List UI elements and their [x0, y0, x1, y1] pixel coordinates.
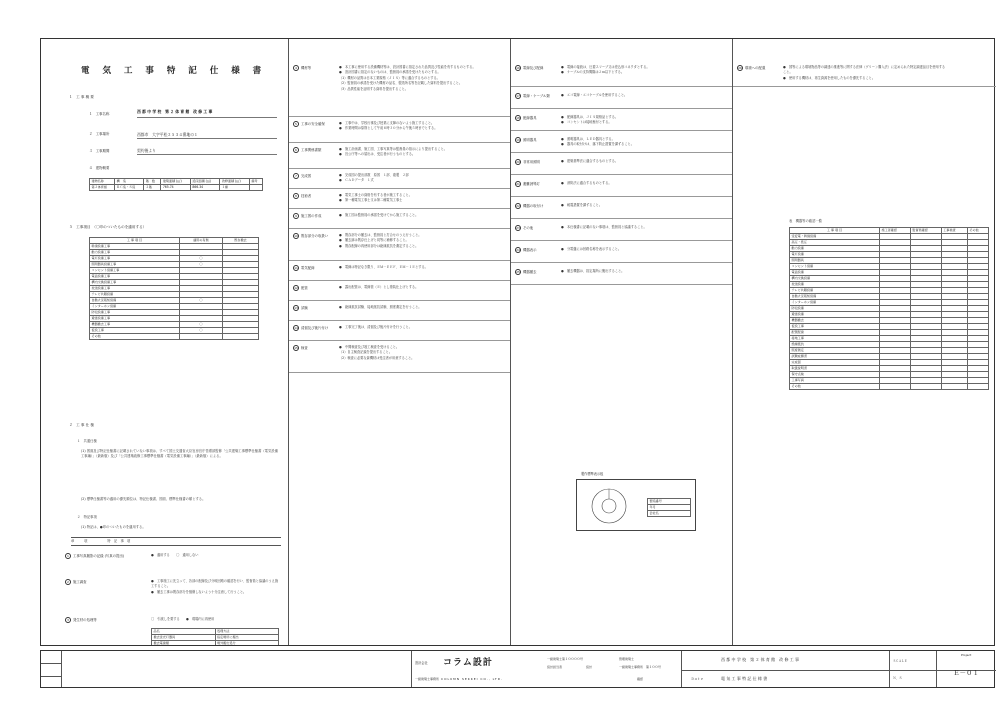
item-number: 4	[293, 65, 299, 71]
item-number: 22	[516, 204, 520, 208]
check-item: 取扱説明書	[790, 366, 880, 372]
table-cell: 撤去電線類	[152, 641, 216, 646]
table-header: 延床面積 (㎡)	[190, 179, 220, 185]
item-number: 9	[293, 213, 299, 219]
check-item: 構内交換設備	[790, 276, 880, 282]
section-heading-items: ５ 工事項目 （〇印のついたものを適用する）	[69, 225, 147, 229]
table-cell: 765.74	[161, 185, 191, 191]
work-item-name: テレビ共聴設備	[90, 292, 180, 298]
work-item-name: 機器撤去工事	[90, 322, 180, 328]
item-body: ● 配線器具は、ＪＩＳ規格品とする。 ● コンセントは接地極付とする。	[561, 115, 618, 125]
checker-label: 管理建築士	[619, 657, 635, 661]
item-body: ● 消防法に適合するものとする。	[561, 181, 612, 185]
item-heading: 完成図	[301, 174, 312, 178]
item-heading: 工事の安全確保	[301, 122, 325, 126]
note-heading: 施工調査	[73, 580, 87, 584]
item-number: 15	[294, 346, 298, 350]
item-body: ● 電線の接続は、圧着スリーブ又は差込形コネクタとする。 ● ケーブルの支持間隔は２ｍ以下とする。	[561, 65, 650, 75]
item-heading: 施工図の作成	[301, 214, 322, 218]
item-number: 18	[516, 116, 520, 120]
item-number: 16	[516, 66, 520, 70]
drawing-sheet	[40, 38, 995, 646]
item-heading: 機器の取付け	[523, 204, 544, 208]
work-item-mark: 〇	[180, 298, 223, 304]
item-heading: 非常用照明	[523, 160, 540, 164]
work-item-name: インターホン設備	[90, 304, 180, 310]
column-spec-a	[289, 39, 511, 645]
check-item: 自動火災報知設備	[790, 294, 880, 300]
item-body: ● 完成図の提出部数 原図 １部、複製 ２部 ● ＣＡＤデータ １式	[339, 173, 409, 183]
item-number: 13	[294, 306, 298, 310]
item-body: ● 工事中は、学校行事及び授業に支障のないよう施工すること。 ● 作業時間は原則として午前８時３０分から午後５時までとする。	[339, 121, 438, 131]
check-item: 機器撤去	[790, 318, 880, 324]
check-item: 照明器具	[790, 258, 880, 264]
scale-label: ＳＣＡＬＥ	[893, 659, 907, 663]
work-item-name: 自動火災報知設備	[90, 298, 180, 304]
item-number: 24	[516, 248, 520, 252]
drawing-number: Ｅ－０１	[953, 669, 979, 677]
work-item-removal	[222, 334, 258, 340]
table-header: 階 数	[144, 179, 161, 185]
item-heading: 機器表示	[523, 248, 537, 252]
item-body: ● 露出配管は、電線管（Ｅ）とし塗装仕上げとする。	[339, 285, 419, 289]
item-body: ● 照明器具は、ＬＥＤ器具とする。 ● 器具の取付けは、落下防止措置を講ずること。	[561, 137, 634, 147]
item-number: 12	[294, 286, 298, 290]
table-cell: 第２体育館	[90, 185, 115, 191]
note-number: 3	[65, 617, 71, 623]
drawing-title: 電 気 工 事 特 記 仕 様 書	[721, 676, 768, 681]
table-header: 備考	[249, 179, 262, 185]
table-cell: 866.34	[190, 185, 220, 191]
item-body: ● 中間検査及び竣工検査を受けること。 （1）自主検査記録を提出すること。 （2）検査に必要な資機材は受注者が用意すること。	[339, 345, 415, 360]
work-item-name: 幹線設備工事	[90, 244, 180, 250]
spec-paragraph: (1) 特記は、●印のついたものを適用する。	[81, 525, 146, 529]
item-body: ● 絶縁抵抗試験、接地抵抗試験、照度測定を行うこと。	[339, 305, 422, 309]
item-number: 26	[738, 66, 742, 70]
company-english: COLUMN SEKKEI CO., LTD.	[441, 677, 503, 681]
item-body: ● エコ電線・エコケーブルを使用すること。	[561, 93, 628, 97]
item-heading: 技術者	[301, 194, 312, 198]
item-number: 25	[516, 270, 520, 274]
work-item-name: 放送設備工事	[90, 286, 180, 292]
checklist-table	[789, 227, 989, 390]
table-cell	[249, 185, 262, 191]
work-item-name: その他	[90, 334, 180, 340]
work-item-name: 防犯設備工事	[90, 310, 180, 316]
check-item: 照度測定	[790, 348, 880, 354]
item-heading: 電線及び配線	[523, 66, 544, 70]
license-number: 一級建築士第１００００号	[547, 657, 584, 661]
table-cell: ＲＣ造・Ｓ造	[115, 185, 144, 191]
column-spec-b	[511, 39, 733, 645]
note-number: 1	[65, 553, 71, 559]
work-item-name: 照明器具設備工事	[90, 262, 180, 268]
work-item-mark: 〇	[180, 328, 223, 334]
item-number: 23	[516, 226, 520, 230]
design-label: 設計	[586, 665, 593, 669]
check-item: 配管配線	[790, 330, 880, 336]
work-item-mark: 〇	[180, 256, 223, 262]
overview-value: 西 都 中 学 校 第 ２ 体 育 館 改 修 工 事	[137, 109, 213, 114]
overview-label: ４ 建物概要	[89, 166, 110, 170]
table-header: 構 造	[115, 179, 144, 185]
check-item: 完成図	[790, 360, 880, 366]
check-cell	[880, 384, 911, 390]
check-item: コンセント設備	[790, 264, 880, 270]
nameplate-table	[647, 498, 691, 517]
table-cell: 指定場所に搬出	[215, 635, 279, 641]
table-header: 工 事 項 目	[90, 238, 180, 244]
notes-header: 章 項 特 記 事 項	[71, 537, 281, 546]
item-body: ● 本仕様書に記載のない事項は、監督員と協議すること。	[561, 225, 647, 229]
check-item: インターホン設備	[790, 300, 880, 306]
item-heading: 機材等	[301, 66, 312, 70]
item-body: ● 電線は特記なき限り、ＥＭ－ＥＥＦ、ＥＭ－ＩＥとする。	[339, 265, 428, 269]
overview-label: ２ 工事場所	[89, 132, 110, 136]
column-general	[41, 39, 289, 645]
note-number: 2	[65, 579, 71, 585]
spec-subheading: １ 共通仕様	[77, 439, 97, 443]
date-label: Ｄａｔｅ	[691, 677, 704, 681]
check-item: 試験成績書	[790, 354, 880, 360]
item-heading: 電気配線	[301, 266, 315, 270]
check-item: 工事写真	[790, 378, 880, 384]
note-row	[61, 579, 286, 609]
item-body: ● 建築基準法に適合するものとする。	[561, 159, 618, 163]
item-heading: 環境への配慮	[745, 66, 766, 70]
work-item-mark: 〇	[180, 322, 223, 328]
table-header: 建物名称	[90, 179, 115, 185]
spec-paragraph: (1) 図面及び特記仕様書に記載されていない事項は、すべて国土交通省大臣官房官庁営繕部監修「公共建築工事標準仕様書（電気設備工事編）」（最新版）及び「公共建築改修工事標準仕様書（電気設備工事編）」（最新版）による。	[81, 449, 278, 459]
check-item: 防犯設備	[790, 306, 880, 312]
note-heading: 発生材の処理等	[73, 618, 97, 622]
item-number: 10	[294, 234, 298, 238]
item-body: ● 本工事に使用する設備機材等は、設計図書に指定された品質及び性能を有するものとする。 ● 設計図書に指定のないものは、監督員の承諾を受けたものとする。 （1）機材の品質は日本工業規格（ＪＩＳ）等に適合するものとする。 （2）監督員の承諾を受けた機材の品名、製造所名等を記載した資料を提出すること。 （3）品質性能を証明する資料を提出すること。	[339, 65, 476, 91]
item-heading: 試験	[301, 306, 308, 310]
check-item: 受変電・幹線設備	[790, 234, 880, 240]
building-table	[89, 178, 263, 191]
overview-label: １ 工事名称	[89, 112, 110, 116]
overview-value: 西都市 大字平松２５３４番地の１	[137, 132, 198, 137]
table-cell: 年月	[648, 505, 691, 511]
table-row	[90, 334, 259, 340]
table-cell: 場外搬出処分	[215, 641, 279, 646]
item-heading: 電線・ケーブル類	[523, 94, 550, 98]
item-heading: 検査	[301, 346, 308, 350]
spec-subheading: ２ 特記事項	[77, 515, 97, 519]
check-cell	[910, 384, 941, 390]
table-row	[790, 384, 989, 390]
item-body: ● 電気工事士の資格を有する者が施工すること。 ● 第一種電気工事士又は第二種電気工事士	[339, 193, 412, 203]
table-cell: １棟	[220, 185, 250, 191]
item-number: 8	[293, 193, 299, 199]
table-header: その他	[967, 228, 988, 234]
item-body: ● 耐震措置を講ずること。	[561, 203, 603, 207]
item-number: 5	[293, 121, 299, 127]
item-number: 20	[516, 160, 520, 164]
item-heading: 清掃及び後片付け	[301, 326, 329, 330]
check-item: 接地工事	[790, 336, 880, 342]
item-heading: 既存部分の取扱い	[301, 234, 329, 238]
note-row	[61, 553, 286, 573]
spec-paragraph: (2) 標準仕様書等の適用の優先順位は、特記仕様書、図面、標準仕様書の順とする。	[81, 497, 206, 501]
nameplate-title: 製作標準表示板	[581, 472, 604, 476]
note-body: 〇 引渡しを要する ● 現場内に再使用	[151, 617, 215, 621]
check-cell	[967, 384, 988, 390]
table-header: 処理方法	[215, 629, 279, 635]
work-item-mark: 〇	[180, 262, 223, 268]
item-heading: 照明器具	[523, 138, 537, 142]
work-item-name: 動力設備工事	[90, 250, 180, 256]
item-number: 6	[293, 147, 299, 153]
table-header: 既存撤去	[222, 238, 258, 244]
item-body: ● 工事完了後は、清掃及び後片付けを行うこと。	[339, 325, 412, 329]
item-number: 14	[294, 326, 298, 330]
nameplate-figure	[576, 472, 696, 531]
table-cell: 製造番号	[648, 499, 691, 505]
waste-table	[151, 628, 279, 645]
work-item-name: コンセント設備工事	[90, 268, 180, 274]
check-item: テレビ共聴設備	[790, 288, 880, 294]
company-label: 設計会社	[415, 661, 428, 665]
item-heading: 配線器具	[523, 116, 537, 120]
check-item: 仮設工事	[790, 324, 880, 330]
item-heading: 機器撤去	[523, 270, 537, 274]
item-heading: その他	[523, 226, 534, 230]
check-item: 保守点検	[790, 372, 880, 378]
note-body: ● 適用する 〇 適用しない	[151, 553, 199, 557]
license-label: 一級建築士事務所	[415, 677, 440, 681]
column-checklist	[733, 39, 996, 645]
item-body: ● 施工計画書、施工図、工事写真等は監督員の指示により提出すること。 ● 官公庁等への届出は、受注者が行うものとする。	[339, 147, 447, 157]
check-item: 電灯設備	[790, 252, 880, 258]
item-number: 17	[516, 94, 520, 98]
work-item-name: 電灯設備工事	[90, 256, 180, 262]
check-label: 確認	[637, 677, 644, 681]
item-body: ● 施工図は監督員の承諾を受けてから施工すること。	[339, 213, 419, 217]
item-body: ● 国等による環境物品等の調達の推進等に関する法律（グリーン購入法）に定められた特定調達品目を使用すること。 ● 使用する機材は、再生資源を使用したものを優先すること。	[783, 65, 946, 80]
check-item: その他	[790, 384, 880, 390]
note-heading: 工事写真撮影の記録 (写真の提出)	[73, 554, 125, 558]
project-name: 西 都 中 学 校 第 ２ 体 育 館 改 修 工 事	[721, 657, 799, 662]
check-item: 動力設備	[790, 246, 880, 252]
checklist-title: 表 機器等の確認一覧	[789, 219, 822, 223]
table-header: 監督員確認	[910, 228, 941, 234]
section-heading-overview: １ 工 事 概 要	[69, 95, 94, 99]
title-block	[40, 650, 995, 688]
scale-value: Ｎ．Ｓ	[893, 676, 903, 680]
check-item: 避雷設備	[790, 312, 880, 318]
table-header: 適用の有無	[180, 238, 223, 244]
work-item-name: 避雷設備工事	[90, 316, 180, 322]
work-items-table	[89, 237, 259, 340]
item-body: ● 分電盤には回路名称を表示すること。	[561, 247, 622, 251]
item-body: ● 撤去機器は、指定場所に搬出すること。	[561, 269, 625, 273]
table-cell: 会社名	[648, 511, 691, 517]
document-title: 電 気 工 事 特 記 仕 様 書	[81, 66, 267, 76]
item-number: 7	[293, 173, 299, 179]
table-header: 施工者確認	[880, 228, 911, 234]
item-heading: 配管	[301, 286, 308, 290]
overview-value: 契約後より	[137, 148, 156, 153]
item-number: 19	[516, 138, 520, 142]
item-heading: 避難誘導灯	[523, 182, 540, 186]
table-cell: ２階	[144, 185, 161, 191]
item-number: 21	[516, 182, 520, 186]
item-body: ● 既存部分の撤去は、監督員と打合せのうえ行うこと。 ● 撤去跡は既存仕上げと同等に補修すること。 ● 既存配線の再使用部分は絶縁抵抗を測定すること。	[339, 233, 422, 248]
check-item: 高圧・低圧	[790, 240, 880, 246]
table-header: 品名	[152, 629, 216, 635]
work-item-name: 構内交換設備工事	[90, 280, 180, 286]
work-item-mark	[180, 334, 223, 340]
work-item-name: 仮設工事	[90, 328, 180, 334]
work-item-name: 電話設備工事	[90, 274, 180, 280]
office-label: 一級建築士事務所 第１００号	[619, 665, 662, 669]
project-label: Project	[961, 653, 972, 657]
table-header: 改修面積 (㎡)	[220, 179, 250, 185]
architect-label: 設計担当者	[547, 665, 563, 669]
section-heading-spec: ２ 工 事 仕 様	[69, 423, 94, 427]
company-name: コラム設計	[443, 658, 493, 668]
check-cell	[941, 384, 967, 390]
item-heading: 工事関係書類	[301, 148, 322, 152]
table-cell: 撤去蛍光灯器具	[152, 635, 216, 641]
note-body: ● 工事施工に先立って、各部の配線及び分岐回路の確認を行い、監督員と協議のうえ施工すること。 ● 撤去工事は既存部分を損傷しないよう十分注意して行うこと。	[151, 579, 279, 594]
overview-label: ３ 工事期間	[89, 149, 110, 153]
item-number: 11	[294, 266, 298, 270]
check-item: 放送設備	[790, 282, 880, 288]
table-header: 建築面積 (㎡)	[161, 179, 191, 185]
table-header: 工 事 項 目	[790, 228, 880, 234]
table-header: 工事検査	[941, 228, 967, 234]
check-item: 絶縁抵抗	[790, 342, 880, 348]
check-item: 電話設備	[790, 270, 880, 276]
